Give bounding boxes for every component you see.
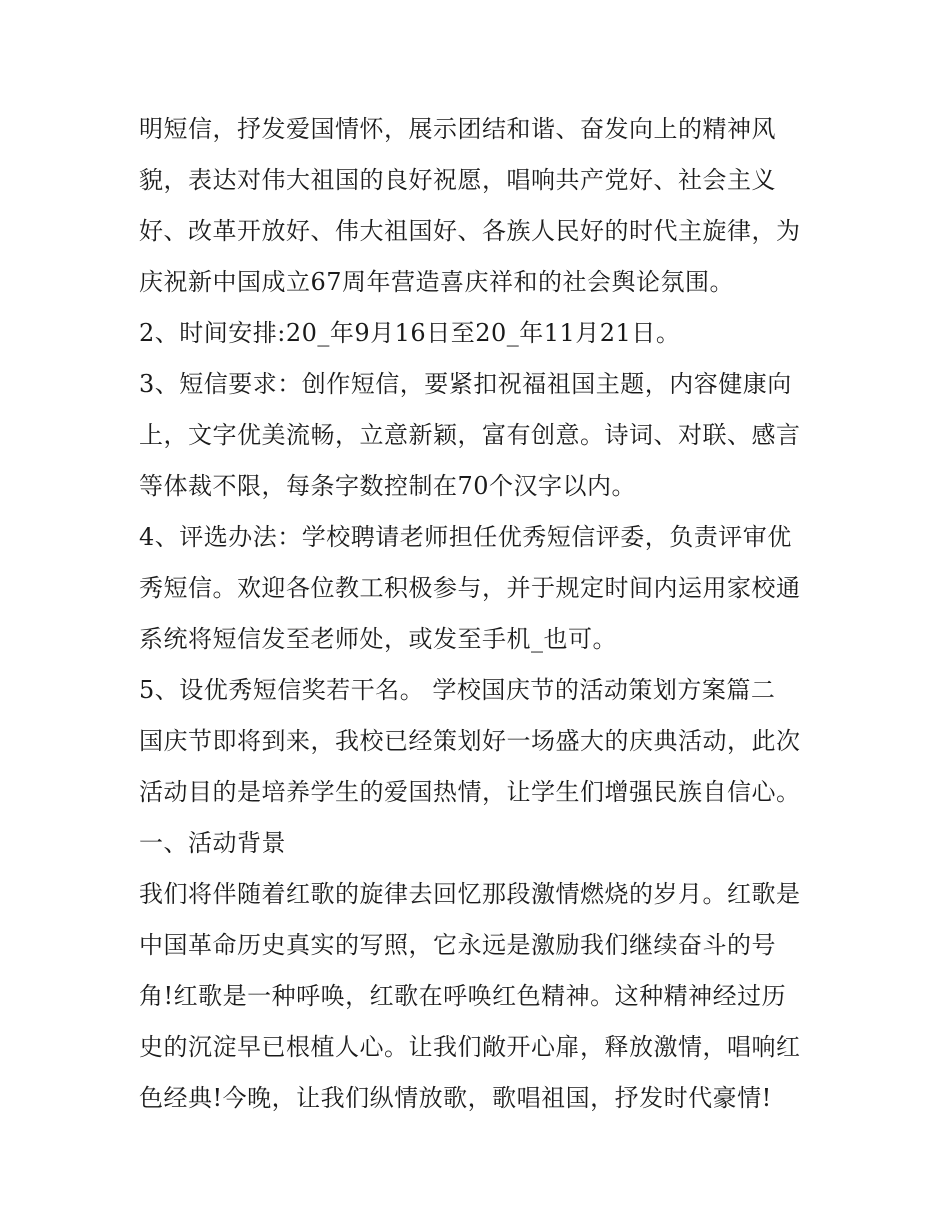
text-line: 角!红歌是一种呼唤，红歌在呼唤红色精神。这种精神经过历 — [139, 982, 787, 1010]
text-line: 5、设优秀短信奖若干名。 学校国庆节的活动策划方案篇二 — [139, 676, 776, 704]
text-line: 上，文字优美流畅，立意新颖，富有创意。诗词、对联、感言 — [139, 421, 801, 449]
text-line: 色经典!今晚，让我们纵情放歌，歌唱祖国，抒发时代豪情! — [139, 1084, 772, 1112]
text-line: 好、改革开放好、伟大祖国好、各族人民好的时代主旋律，为 — [139, 217, 801, 245]
text-line: 3、短信要求：创作短信，要紧扣祝福祖国主题，内容健康向 — [139, 370, 792, 398]
text-line: 貌，表达对伟大祖国的良好祝愿，唱响共产党好、社会主义 — [139, 166, 776, 194]
text-line: 4、评选办法：学校聘请老师担任优秀短信评委，负责评审优 — [139, 523, 792, 551]
text-line: 活动目的是培养学生的爱国热情，让学生们增强民族自信心。 — [139, 778, 801, 806]
section-heading: 一、活动背景 — [139, 829, 286, 857]
text-line: 2、时间安排:20_年9月16日至20_年11月21日。 — [139, 319, 681, 347]
text-line: 秀短信。欢迎各位教工积极参与，并于规定时间内运用家校通 — [139, 574, 801, 602]
document-body — [139, 104, 839, 1124]
text-line: 史的沉淀早已根植人心。让我们敞开心扉，释放激情，唱响红 — [139, 1033, 801, 1061]
text-line: 系统将短信发至老师处，或发至手机_也可。 — [139, 625, 617, 653]
text-line: 中国革命历史真实的写照，它永远是激励我们继续奋斗的号 — [139, 931, 776, 959]
text-line: 庆祝新中国成立67周年营造喜庆祥和的社会舆论氛围。 — [139, 268, 735, 296]
text-line: 明短信，抒发爱国情怀，展示团结和谐、奋发向上的精神风 — [139, 115, 776, 143]
text-line: 国庆节即将到来，我校已经策划好一场盛大的庆典活动，此次 — [139, 727, 801, 755]
text-line: 我们将伴随着红歌的旋律去回忆那段激情燃烧的岁月。红歌是 — [139, 880, 801, 908]
text-line: 等体裁不限，每条字数控制在70个汉字以内。 — [139, 472, 637, 500]
